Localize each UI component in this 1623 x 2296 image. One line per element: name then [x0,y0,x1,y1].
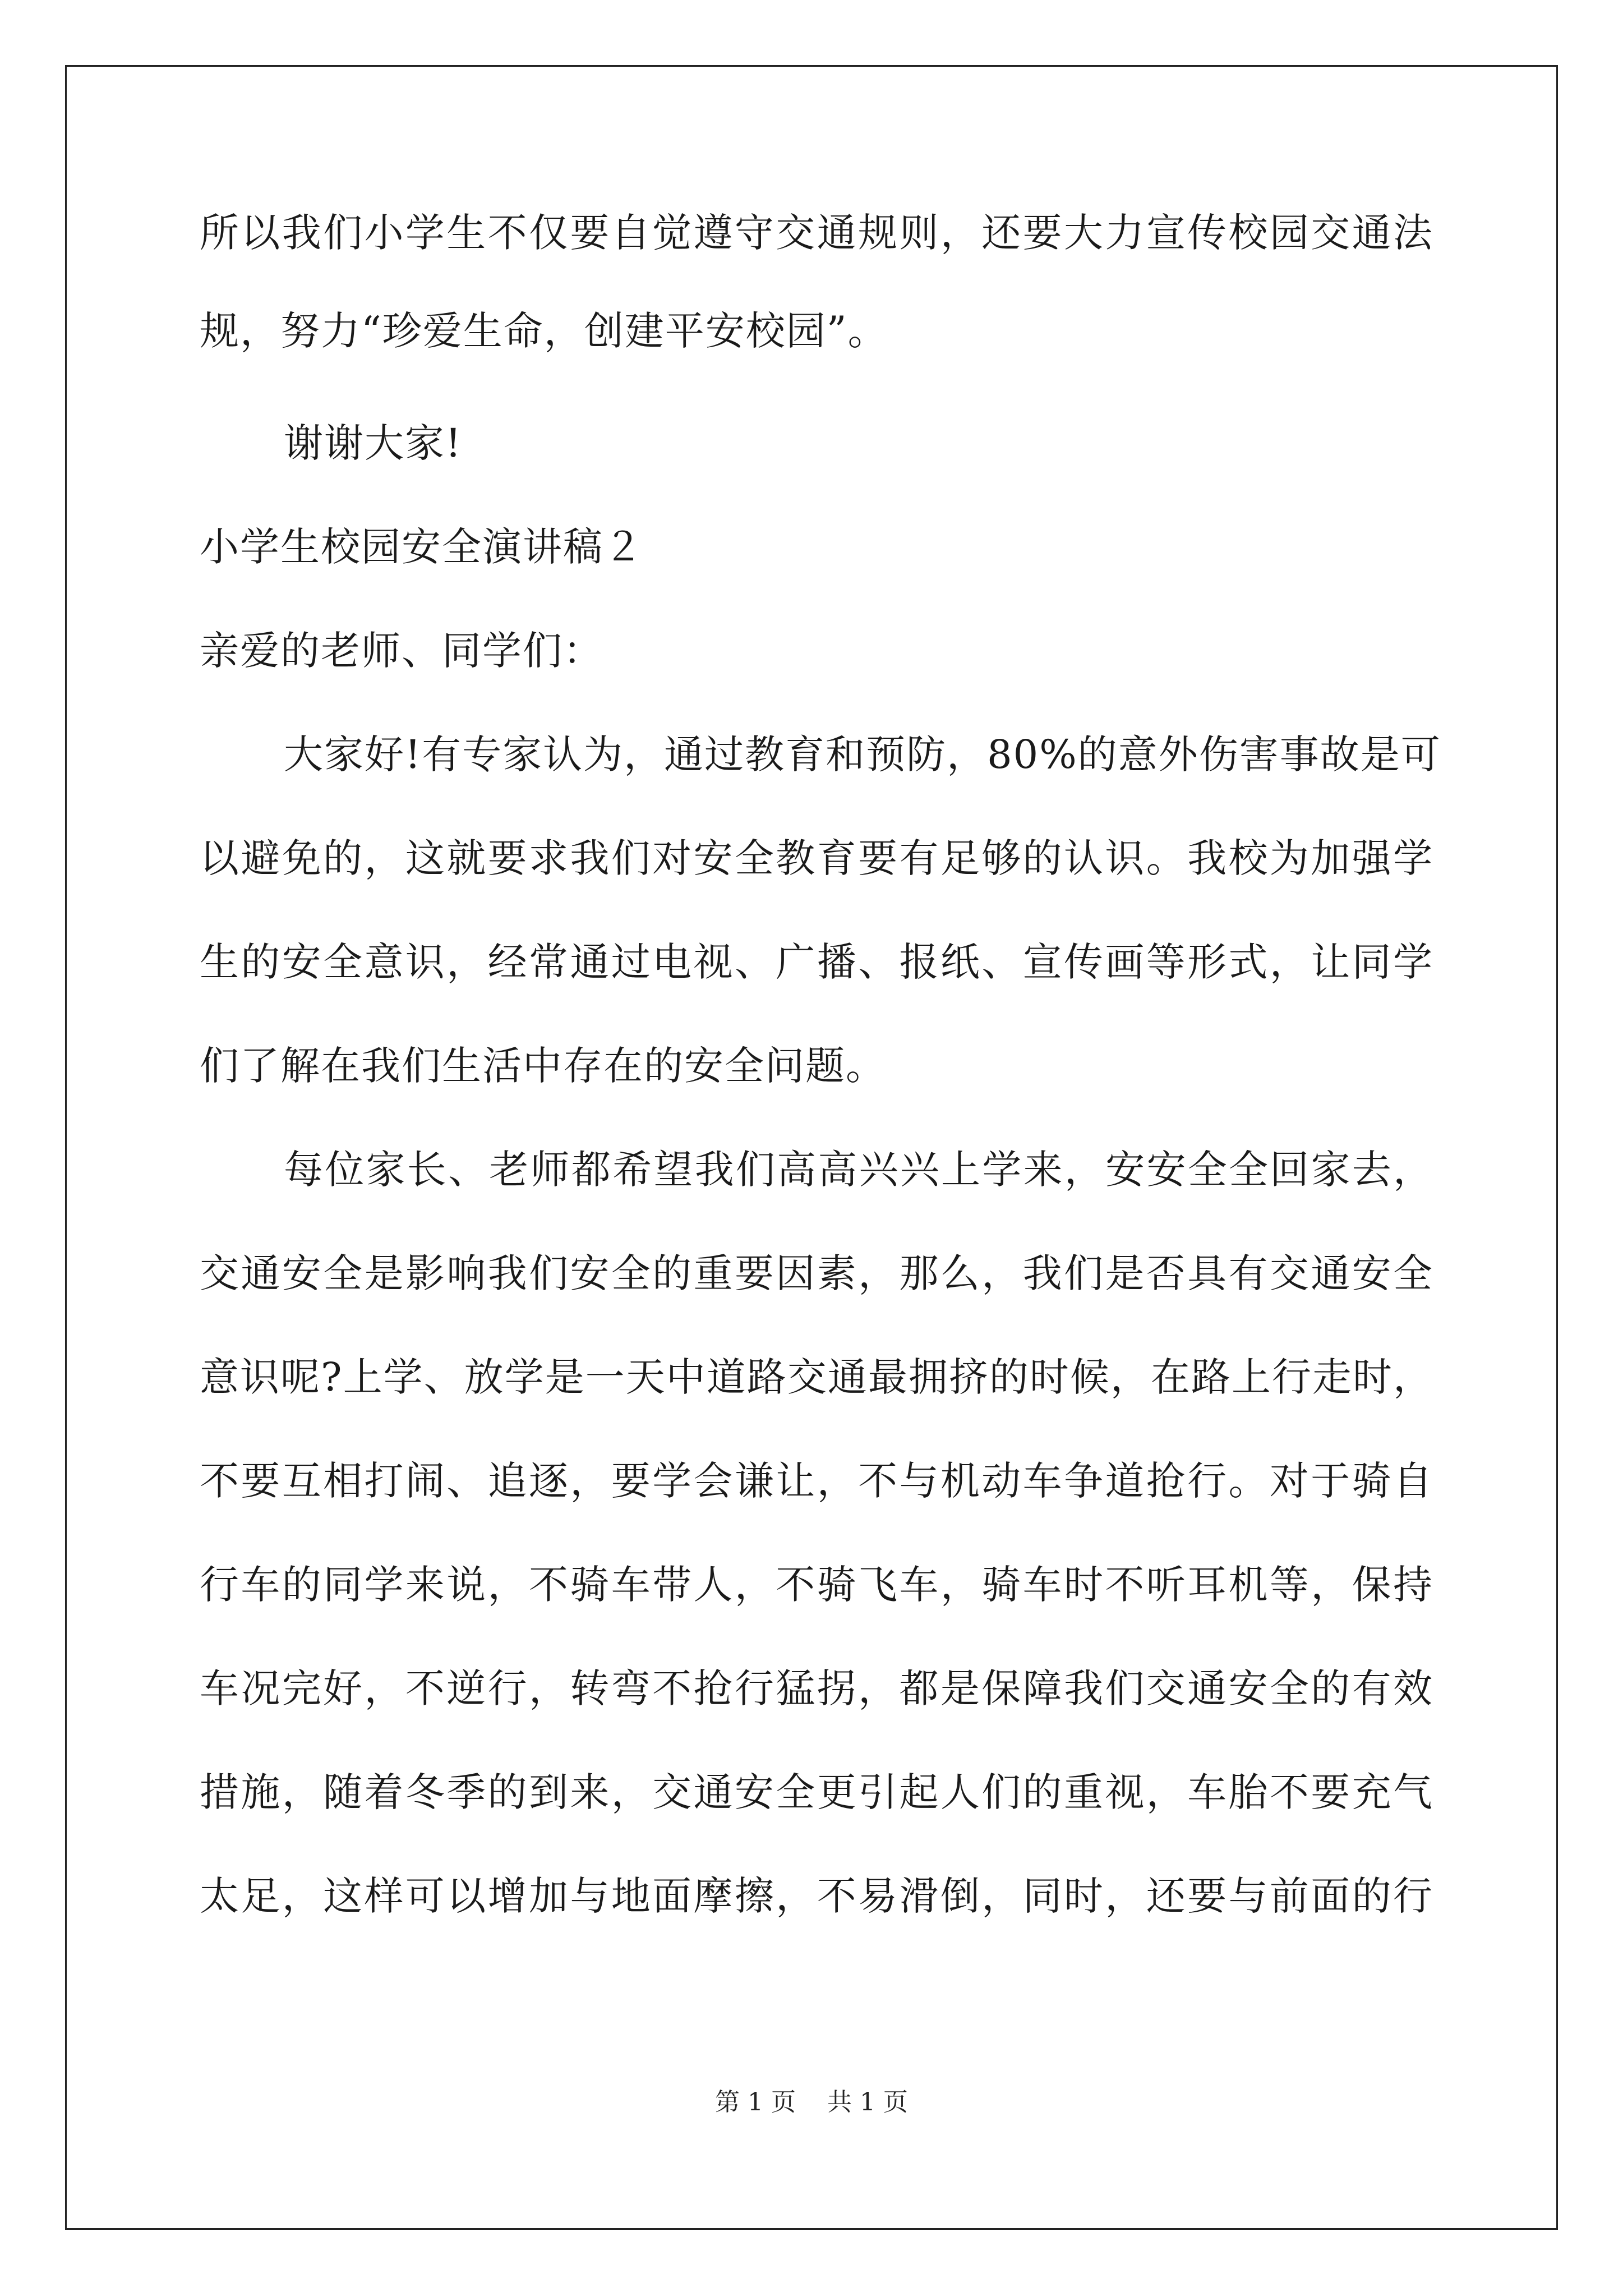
text-line: 生的安全意识，经常通过电视、广播、报纸、宣传画等形式，让同学 [200,939,1433,985]
text-line: 们了解在我们生活中存在的安全问题。 [200,1043,886,1089]
text-line: 每位家长、老师都希望我们高高兴兴上学来，安安全全回家去， [284,1147,1433,1193]
text-line: 太足，这样可以增加与地面摩擦，不易滑倒，同时，还要与前面的行 [200,1873,1433,1919]
salutation: 亲爱的老师、同学们： [200,628,603,674]
text-line: 不要互相打闹、追逐，要学会谦让，不与机动车争道抢行。对于骑自 [200,1458,1433,1504]
text-line: 所以我们小学生不仅要自觉遵守交通规则，还要大力宣传校园交通法 [200,210,1433,256]
text-line: 车况完好，不逆行，转弯不抢行猛拐，都是保障我们交通安全的有效 [200,1665,1433,1711]
section-heading: 小学生校园安全演讲稿２ [200,524,644,570]
text-line: 规，努力“珍爱生命，创建平安校园”。 [200,308,888,354]
text-line: 谢谢大家! [284,420,463,466]
text-line: 措施，随着冬季的到来，交通安全更引起人们的重视，车胎不要充气 [200,1769,1433,1815]
page-number: 第 1 页 共 1 页 [715,2088,908,2116]
text-line: 以避免的，这就要求我们对安全教育要有足够的认识。我校为加强学 [200,835,1433,881]
text-line: 行车的同学来说，不骑车带人，不骑飞车，骑车时不听耳机等，保持 [200,1562,1433,1608]
text-line: 意识呢?上学、放学是一天中道路交通最拥挤的时候，在路上行走时， [200,1354,1433,1400]
text-line: 大家好!有专家认为，通过教育和预防，80%的意外伤害事故是可 [284,731,1441,777]
text-line: 交通安全是影响我们安全的重要因素，那么，我们是否具有交通安全 [200,1250,1433,1296]
page-footer [0,2086,1623,2119]
